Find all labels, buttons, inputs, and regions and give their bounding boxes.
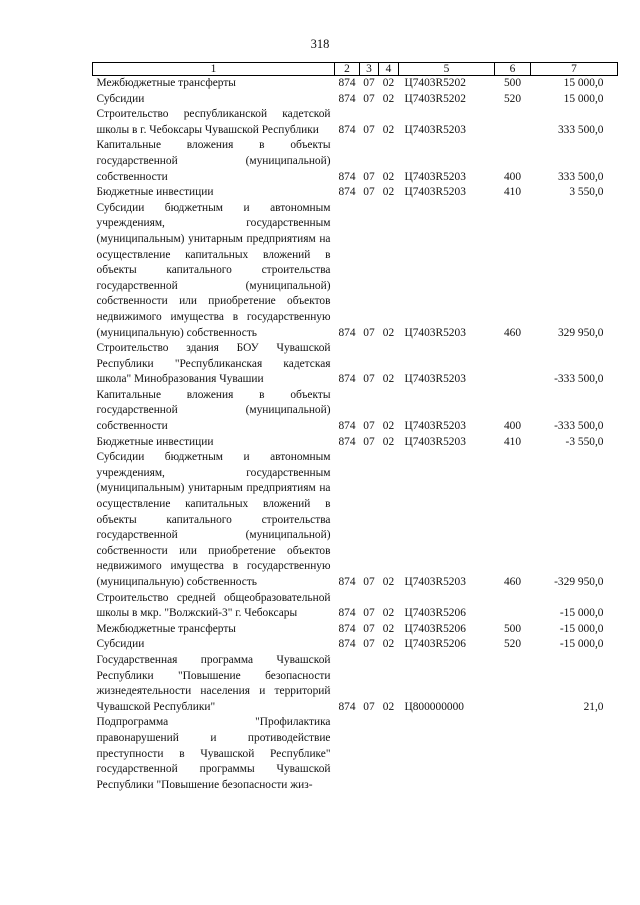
row-target-article: Ц7403R5206 [404, 622, 466, 635]
column-header-1: 1 [93, 63, 335, 76]
table-row [93, 138, 618, 185]
row-podrazdel: 02 [382, 170, 395, 183]
row-razdel: 07 [363, 638, 375, 651]
table-row [93, 591, 618, 622]
row-amount [531, 715, 618, 793]
column-header-5: 5 [399, 63, 495, 76]
row-razdel: 07 [363, 700, 375, 713]
row-amount: -15 000,0 [559, 638, 604, 651]
table-row [93, 653, 618, 715]
row-target-article: Ц7403R5203 [404, 420, 466, 433]
table-row [93, 637, 618, 653]
row-expense-type: 520 [503, 92, 522, 105]
table-row [93, 450, 618, 590]
row-podrazdel: 02 [382, 373, 395, 386]
row-glava: 874 [338, 373, 356, 386]
row-podrazdel: 02 [382, 326, 395, 339]
row-target-article [399, 715, 495, 793]
row-razdel: 07 [363, 326, 375, 339]
table-row [93, 341, 618, 388]
row-glava: 874 [338, 622, 356, 635]
row-podrazdel: 02 [382, 638, 395, 651]
column-header-7: 7 [531, 63, 618, 76]
row-razdel: 07 [363, 576, 375, 588]
table-row [93, 622, 618, 638]
row-razdel: 07 [363, 622, 375, 635]
row-podrazdel: 02 [382, 123, 395, 136]
row-glava: 874 [338, 170, 356, 183]
row-razdel: 07 [363, 123, 375, 136]
row-amount: -3 550,0 [565, 435, 604, 448]
row-amount: 21,0 [583, 700, 604, 713]
row-podrazdel: 02 [382, 576, 395, 588]
row-glava: 874 [338, 700, 356, 713]
table-row [93, 435, 618, 451]
row-name: Капитальные вложения в объекты государственной (муниципальной) собственности [96, 139, 331, 183]
row-podrazdel: 02 [382, 622, 395, 635]
row-target-article: Ц7403R5202 [404, 92, 466, 105]
row-target-article: Ц7403R5203 [404, 576, 466, 588]
row-name: Бюджетные инвестиции [96, 435, 214, 448]
row-name: Строительство здания БОУ Чувашской Республики "Республиканская кадетская школа" Минобразования Чувашии [96, 342, 331, 386]
row-target-article: Ц7403R5203 [404, 170, 466, 183]
row-amount: 329 950,0 [557, 326, 604, 339]
row-expense-type [495, 653, 531, 715]
row-amount: 333 500,0 [557, 170, 604, 183]
row-amount: -329 950,0 [554, 576, 604, 588]
table-row [93, 107, 618, 138]
row-glava: 874 [338, 420, 356, 433]
row-expense-type: 500 [503, 77, 522, 89]
row-podrazdel: 02 [382, 700, 395, 713]
row-expense-type: 410 [503, 435, 522, 448]
table-row [93, 76, 618, 92]
row-target-article: Ц800000000 [404, 700, 464, 713]
row-razdel: 07 [363, 373, 375, 386]
row-razdel: 07 [363, 186, 375, 199]
row-podrazdel: 02 [382, 420, 395, 433]
page-number: 318 [310, 37, 330, 51]
row-name: Строительство средней общеобразовательной школы в мкр. "Волжский-3" г. Чебоксары [96, 591, 331, 620]
row-expense-type [495, 591, 531, 622]
row-amount: -15 000,0 [559, 607, 604, 620]
row-target-article: Ц7403R5206 [404, 607, 466, 620]
row-expense-type: 520 [503, 638, 522, 651]
row-podrazdel: 02 [382, 92, 395, 105]
row-podrazdel [379, 715, 399, 793]
budget-table [92, 62, 618, 793]
column-header-6: 6 [495, 63, 531, 76]
row-name: Субсидии бюджетным и автономным учреждениям, государственным (муниципальным) унитарным предприятиям на осуществление капитальных вложений в объекты капитального строительства государственной (муниципальной) собственности или приобретение объектов недвижимого имущества в государственную (муниципальную) собственность [96, 451, 331, 588]
row-expense-type: 500 [503, 622, 522, 635]
row-glava: 874 [338, 435, 356, 448]
row-podrazdel: 02 [382, 186, 395, 199]
row-glava: 874 [338, 186, 356, 199]
row-amount: -15 000,0 [559, 622, 604, 635]
row-target-article: Ц7403R5206 [404, 638, 466, 651]
row-amount: 333 500,0 [557, 123, 604, 136]
row-expense-type: 400 [503, 170, 522, 183]
row-name: Межбюджетные трансферты [96, 77, 236, 89]
row-expense-type [495, 107, 531, 138]
column-header-4: 4 [379, 63, 399, 76]
row-expense-type: 460 [503, 576, 522, 588]
table-row [93, 388, 618, 435]
row-name: Подпрограмма "Профилактика правонарушений и противодействие преступности в Чувашской Республике" государственной программы Чувашской Республики "Повышение безопасности жиз- [96, 716, 331, 791]
row-razdel [360, 715, 379, 793]
row-glava [335, 715, 360, 793]
row-podrazdel: 02 [382, 607, 395, 620]
row-name: Субсидии бюджетным и автономным учреждениям, государственным (муниципальным) унитарным предприятиям на осуществление капитальных вложений в объекты капитального строительства государственной (муниципальной) собственности или приобретение объектов недвижимого имущества в государственную (муниципальную) собственность [96, 201, 331, 339]
row-target-article: Ц7403R5202 [404, 77, 466, 89]
row-expense-type: 400 [503, 420, 522, 433]
table-row [93, 185, 618, 201]
row-razdel: 07 [363, 607, 375, 620]
row-razdel: 07 [363, 92, 375, 105]
row-name: Бюджетные инвестиции [96, 186, 214, 199]
row-glava: 874 [338, 92, 356, 105]
row-amount: 15 000,0 [563, 92, 604, 105]
row-razdel: 07 [363, 170, 375, 183]
row-name: Капитальные вложения в объекты государственной (муниципальной) собственности [96, 388, 331, 433]
row-glava: 874 [338, 123, 356, 136]
row-name: Межбюджетные трансферты [96, 622, 236, 635]
row-name: Строительство республиканской кадетской школы в г. Чебоксары Чувашской Республики [96, 108, 331, 136]
row-name: Субсидии [96, 638, 145, 651]
table-row [93, 201, 618, 341]
table-row [93, 715, 618, 793]
row-target-article: Ц7403R5203 [404, 435, 466, 448]
row-podrazdel: 02 [382, 77, 395, 89]
table-body [93, 76, 618, 794]
row-razdel: 07 [363, 420, 375, 433]
row-target-article: Ц7403R5203 [404, 186, 466, 199]
row-name: Государственная программа Чувашской Республики "Повышение безопасности жизнедеятельности населения и территорий Чувашской Республики" [96, 653, 331, 713]
row-glava: 874 [338, 607, 356, 620]
row-glava: 874 [338, 638, 356, 651]
row-target-article: Ц7403R5203 [404, 123, 466, 136]
column-header-3: 3 [360, 63, 379, 76]
row-glava: 874 [338, 77, 356, 89]
table-row [93, 92, 618, 108]
row-amount: -333 500,0 [554, 420, 604, 433]
row-razdel: 07 [363, 77, 375, 89]
row-expense-type [495, 715, 531, 793]
column-header-2: 2 [335, 63, 360, 76]
row-expense-type: 410 [503, 186, 522, 199]
row-target-article: Ц7403R5203 [404, 373, 466, 386]
row-amount: 15 000,0 [563, 77, 604, 89]
row-name: Субсидии [96, 92, 145, 105]
row-amount: -333 500,0 [554, 373, 604, 386]
row-amount: 3 550,0 [569, 186, 604, 199]
table-header [93, 63, 618, 76]
row-expense-type [495, 341, 531, 388]
header-row [93, 63, 618, 76]
row-target-article: Ц7403R5203 [404, 326, 466, 339]
row-podrazdel: 02 [382, 435, 395, 448]
row-glava: 874 [338, 576, 356, 588]
row-glava: 874 [338, 326, 356, 339]
row-razdel: 07 [363, 435, 375, 448]
row-expense-type: 460 [503, 326, 522, 339]
